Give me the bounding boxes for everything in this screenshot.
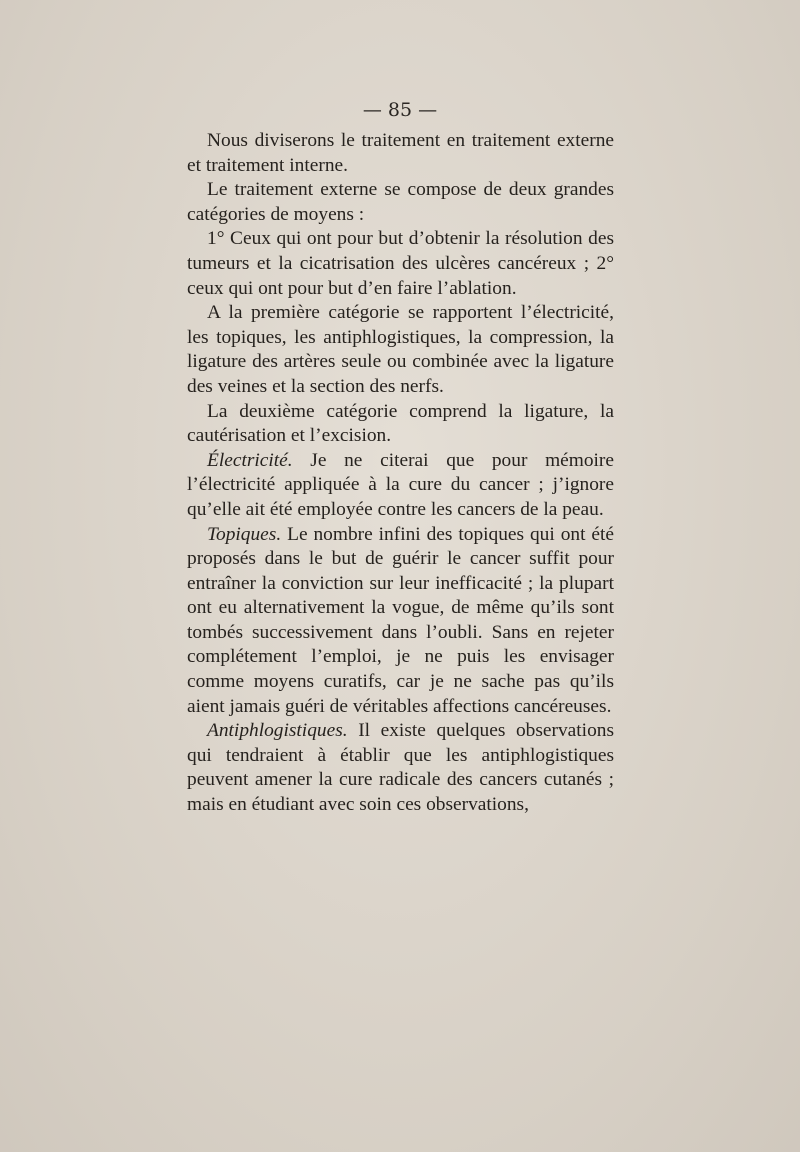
paragraph: La deuxième catégorie comprend la ligature, la cautérisation et l’excision. xyxy=(187,400,614,447)
page-number: — 85 — xyxy=(362,99,438,121)
paragraph: Nous diviserons le traitement en traitement externe et traitement interne. xyxy=(187,130,614,176)
paragraph: Le traitement externe se compose de deux grandes catégories de moyens : xyxy=(187,179,614,225)
section-lead: Topiques. xyxy=(207,523,282,545)
paragraph: Antiphlogistiques. Il existe quelques observations qui tendraient à établir que les antiphlogistiques peuvent amener la cure radicale des cancers cutanés ; mais en étudiant avec soin ces observations, xyxy=(187,720,614,816)
paragraph: 1° Ceux qui ont pour but d’obtenir la résolution des tumeurs et la cicatrisation des ulcères cancéreux ; 2° ceux qui ont pour but d’en faire l’ablation. xyxy=(187,228,614,299)
section-lead: Électricité. xyxy=(207,449,293,471)
body-text xyxy=(187,129,614,818)
paragraph: Électricité. Je ne citerai que pour mémoire l’électricité appliquée à la cure du cancer ; j’ignore qu’elle ait été employée contre les cancers de la peau. xyxy=(187,449,614,520)
paragraph: A la première catégorie se rapportent l’électricité, les topiques, les antiphlogistiques, la compression, la ligature des artères seule ou combinée avec la ligature des veines et la section des nerfs. xyxy=(187,302,614,397)
section-lead: Antiphlogistiques. xyxy=(207,720,348,742)
paragraph: Topiques. Le nombre infini des topiques qui ont été proposés dans le but de guérir le cancer suffit pour entraîner la conviction sur leur inefficacité ; la plupart ont eu alternativement la vogue, de même qu’ils sont tombés successivement dans l’oubli. Sans en rejeter complétement l’emploi, je ne puis les envisager comme moyens curatifs, car je ne sache pas qu’ils aient jamais guéri de véritables affections cancéreuses. xyxy=(187,523,614,717)
